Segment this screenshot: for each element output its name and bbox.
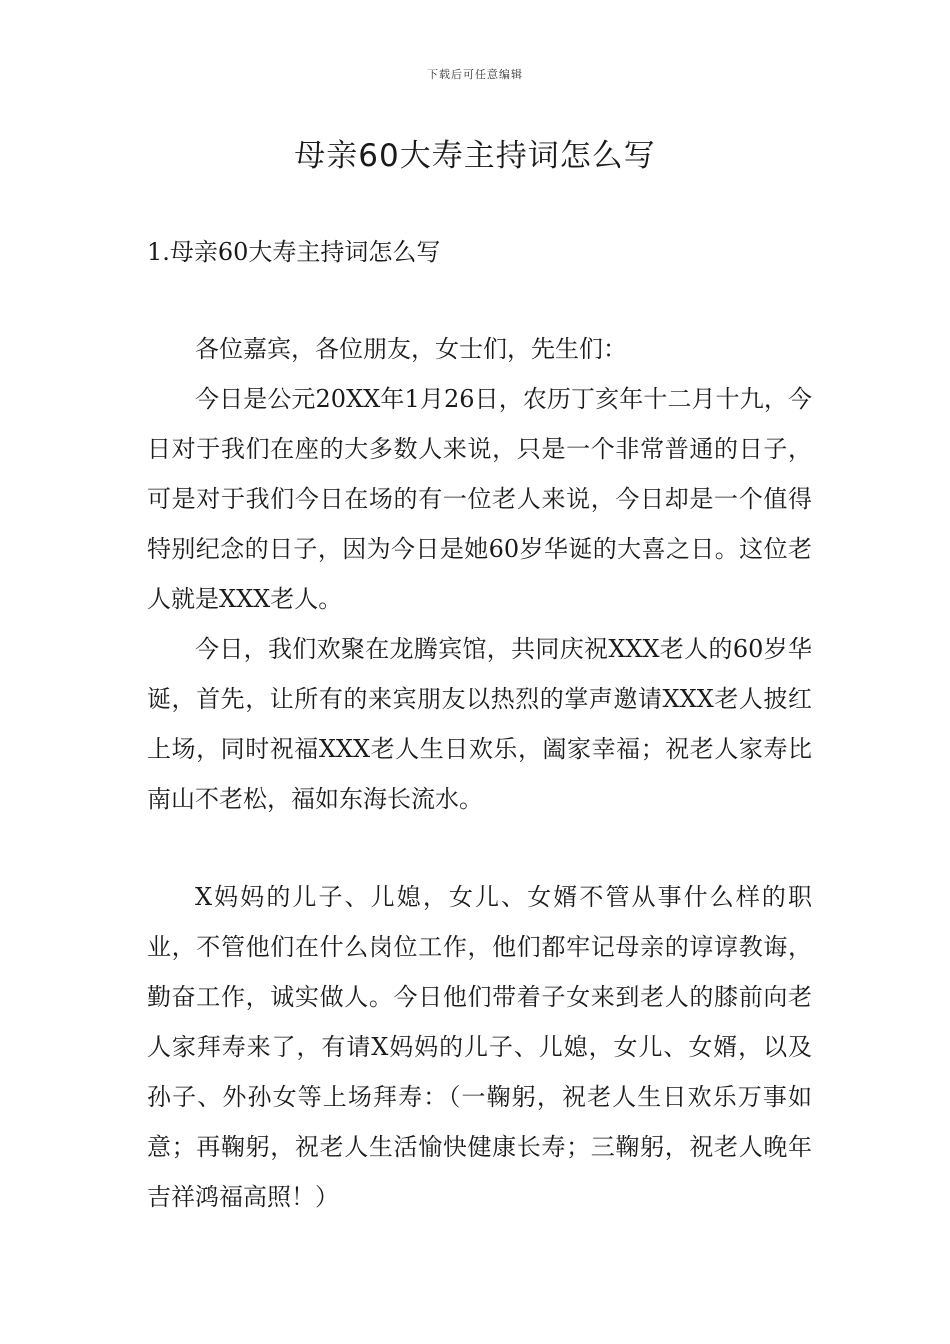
- paragraph-date: 今日是公元20XX年1月26日，农历丁亥年十二月十九，今日对于我们在座的大多数人来说，只是一个非常普通的日子，可是对于我们今日在场的有一位老人来说，今日却是一个值得特别纪念的日子，因为今日是她60岁华诞的大喜之日。这位老人就是XXX老人。: [147, 385, 812, 613]
- header-note: 下载后可任意编辑: [427, 68, 523, 81]
- document-title: 母亲60大寿主持词怎么写: [294, 138, 656, 174]
- paragraph-gathering: 今日，我们欢聚在龙腾宾馆，共同庆祝XXX老人的60岁华诞，首先，让所有的来宾朋友以热烈的掌声邀请XXX老人披红上场，同时祝福XXX老人生日欢乐，阖家幸福；祝老人家寿比南山不老松，福如东海长流水。: [147, 635, 812, 813]
- paragraph-children-blessing: X妈妈的儿子、儿媳，女儿、女婿不管从事什么样的职业，不管他们在什么岗位工作，他们都牢记母亲的谆谆教诲，勤奋工作，诚实做人。今日他们带着子女来到老人的膝前向老人家拜寿来了，有请X妈妈的儿子、儿媳，女儿、女婿，以及孙子、外孙女等上场拜寿：（一鞠躬，祝老人生日欢乐万事如意；再鞠躬，祝老人生活愉快健康长寿；三鞠躬，祝老人晚年吉祥鸿福高照！）: [147, 883, 812, 1211]
- section-heading: 1.母亲60大寿主持词怎么写: [147, 238, 441, 266]
- paragraph-greeting: 各位嘉宾，各位朋友，女士们，先生们：: [195, 335, 627, 363]
